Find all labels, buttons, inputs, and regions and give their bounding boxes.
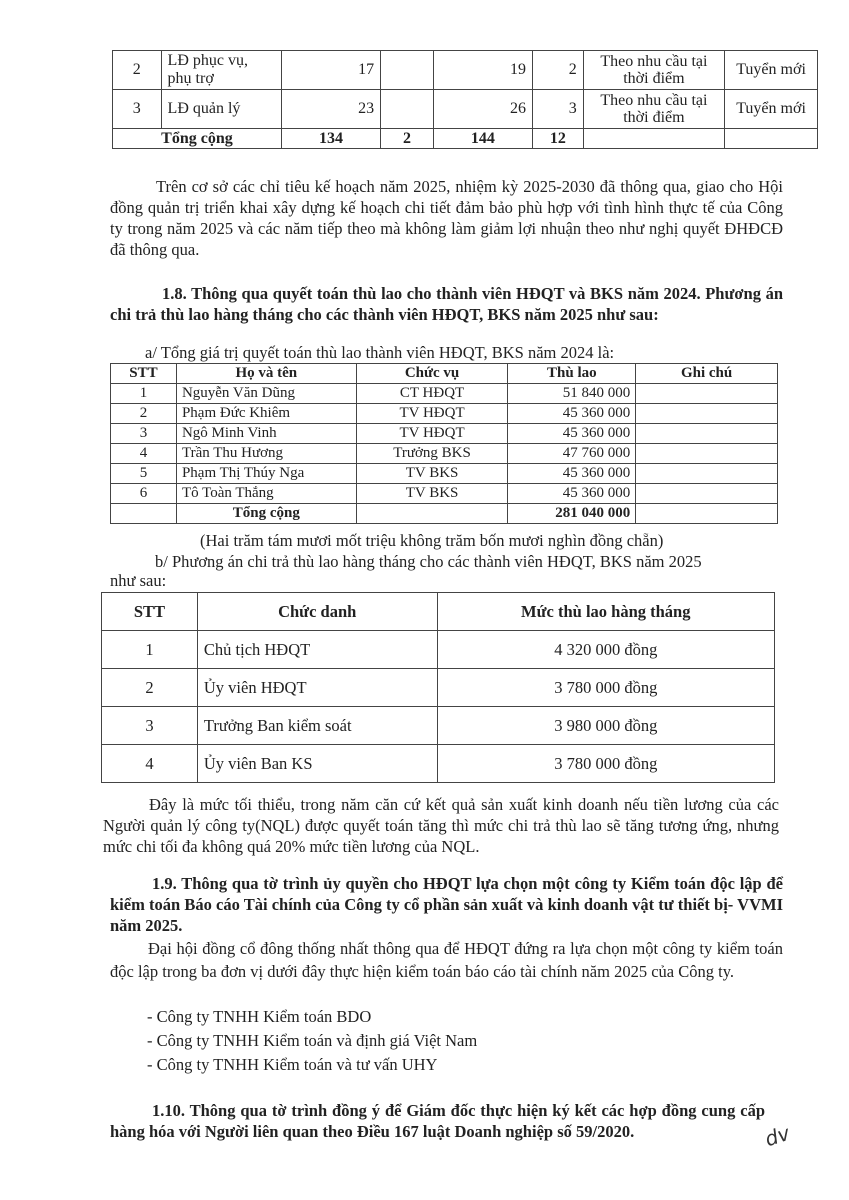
table-row [113,51,818,90]
cell-name: Ngô Minh Vinh [176,424,356,444]
subsection-b: b/ Phương án chi trả thù lao hàng tháng cho các thành viên HĐQT, BKS năm 2025 [155,552,702,571]
cell-role: TV HĐQT [356,424,508,444]
remuneration-table [110,363,778,524]
cell-role: TV BKS [356,484,508,504]
cell-role: CT HĐQT [356,384,508,404]
header-amount: Thù lao [508,364,636,384]
cell-amount: 51 840 000 [508,384,636,404]
subsection-b-cont: như sau: [110,571,167,590]
empty-cell [636,504,778,524]
monthly-remuneration-table [101,592,775,783]
cell-stt: 2 [102,669,198,707]
table-row [102,745,775,783]
total-label: Tổng cộng [176,504,356,524]
cell-note: Theo nhu cầu tại thời điểm [583,90,724,129]
cell-name: Nguyễn Văn Dũng [176,384,356,404]
cell-note [636,444,778,464]
cell-title: Chủ tịch HĐQT [197,631,437,669]
cell-amount: 47 760 000 [508,444,636,464]
cell-value: 17 [281,51,380,90]
total-row [111,504,778,524]
cell-value: 23 [281,90,380,129]
cell-stt: 3 [113,90,162,129]
header-stt: STT [111,364,177,384]
table-row [111,404,778,424]
cell-note [636,464,778,484]
cell-note [636,484,778,504]
cell-note: Theo nhu cầu tại thời điểm [583,51,724,90]
amount-in-words: (Hai trăm tám mươi mốt triệu không trăm bốn mươi nghìn đồng chẵn) [200,531,664,550]
section-1-10-heading: 1.10. Thông qua tờ trình đồng ý để Giám đốc thực hiện ký kết các hợp đồng cung cấp hàng hóa với Người liên quan theo Điều 167 luật Doanh nghiệp số 59/2020. [110,1101,765,1141]
audit-firm-item: - Công ty TNHH Kiểm toán và tư vấn UHY [147,1055,438,1074]
cell-title: Ủy viên HĐQT [197,669,437,707]
empty-cell [111,504,177,524]
plan-paragraph: Trên cơ sở các chỉ tiêu kế hoạch năm 2025, nhiệm kỳ 2025-2030 đã thông qua, giao cho Hội đồng quản trị triển khai xây dựng kế hoạch chi tiết đảm bảo phù hợp với tình hình thực tế của Công ty trong năm 2025 và các năm tiếp theo mà không làm giảm lợi nhuận theo như nghị quyết ĐHĐCĐ đã thông qua. [110,177,783,259]
table-row [111,384,778,404]
table-row [102,669,775,707]
header-stt: STT [102,593,198,631]
table-row [111,424,778,444]
table-row [102,707,775,745]
minimum-paragraph: Đây là mức tối thiểu, trong năm căn cứ kết quả sản xuất kinh doanh nếu tiền lương của các Người quản lý công ty(NQL) được quyết toán tăng thì mức chi trả thù lao sẽ tăng tương ứng, nhưng mức chi tối đa không quá 20% mức tiền lương của NQL. [103,795,779,856]
cell-stt: 4 [111,444,177,464]
cell-amount: 45 360 000 [508,424,636,444]
cell-stt: 1 [111,384,177,404]
total-row [113,129,818,149]
total-value: 12 [533,129,584,149]
header-amount: Mức thù lao hàng tháng [437,593,774,631]
cell-name: LĐ phục vụ, phụ trợ [161,51,281,90]
cell-name: Phạm Đức Khiêm [176,404,356,424]
cell-stt: 4 [102,745,198,783]
cell-title: Trưởng Ban kiểm soát [197,707,437,745]
cell-note [636,404,778,424]
cell-role: TV HĐQT [356,404,508,424]
cell-value: 3 [533,90,584,129]
table-row [102,631,775,669]
subsection-a: a/ Tổng giá trị quyết toán thù lao thành viên HĐQT, BKS năm 2024 là: [145,343,615,362]
table-row [111,444,778,464]
header-note: Ghi chú [636,364,778,384]
cell-role: TV BKS [356,464,508,484]
cell-name: LĐ quản lý [161,90,281,129]
cell-value [381,90,434,129]
cell-value: 2 [533,51,584,90]
section-1-8-heading: 1.8. Thông qua quyết toán thù lao cho thành viên HĐQT và BKS năm 2024. Phương án chi trả thù lao hàng tháng cho các thành viên HĐQT, BKS năm 2025 như sau: [110,284,783,324]
total-value: 144 [433,129,532,149]
cell-stt: 2 [113,51,162,90]
cell-note [636,424,778,444]
cell-stt: 3 [111,424,177,444]
cell-amount: 3 780 000 đồng [437,745,774,783]
cell-amount: 45 360 000 [508,464,636,484]
total-value: 134 [281,129,380,149]
cell-amount: 3 980 000 đồng [437,707,774,745]
cell-stt: 6 [111,484,177,504]
table-row [111,484,778,504]
header-name: Họ và tên [176,364,356,384]
empty-cell [356,504,508,524]
total-value: 2 [381,129,434,149]
cell-action: Tuyển mới [725,51,818,90]
cell-note [636,384,778,404]
cell-name: Phạm Thị Thúy Nga [176,464,356,484]
header-title: Chức danh [197,593,437,631]
cell-amount: 4 320 000 đồng [437,631,774,669]
audit-paragraph: Đại hội đồng cổ đông thống nhất thông qua để HĐQT đứng ra lựa chọn một công ty kiểm toán độc lập trong ba đơn vị dưới đây thực hiện kiểm toán báo cáo tài chính năm 2025 của Công ty. [110,939,783,981]
section-1-9-heading: 1.9. Thông qua tờ trình ủy quyền cho HĐQT lựa chọn một công ty Kiểm toán độc lập để kiểm toán Báo cáo Tài chính của Công ty cổ phần sản xuất và kinh doanh vật tư thiết bị- VVMI năm 2025. [110,874,783,935]
header-role: Chức vụ [356,364,508,384]
cell-value [381,51,434,90]
cell-amount: 3 780 000 đồng [437,669,774,707]
cell-name: Tô Toàn Thắng [176,484,356,504]
cell-role: Trưởng BKS [356,444,508,464]
cell-value: 26 [433,90,532,129]
cell-stt: 2 [111,404,177,424]
cell-name: Trần Thu Hương [176,444,356,464]
staff-table [112,50,818,149]
initial-signature-mark: dv [761,1120,793,1152]
cell-amount: 45 360 000 [508,404,636,424]
total-amount: 281 040 000 [508,504,636,524]
table-row [113,90,818,129]
cell-stt: 3 [102,707,198,745]
total-label: Tổng cộng [113,129,282,149]
table-header [102,593,775,631]
cell-amount: 45 360 000 [508,484,636,504]
empty-cell [725,129,818,149]
table-header [111,364,778,384]
cell-title: Ủy viên Ban KS [197,745,437,783]
cell-action: Tuyển mới [725,90,818,129]
empty-cell [583,129,724,149]
cell-stt: 1 [102,631,198,669]
table-row [111,464,778,484]
audit-firm-item: - Công ty TNHH Kiểm toán và định giá Việt Nam [147,1031,478,1050]
cell-stt: 5 [111,464,177,484]
audit-firm-item: - Công ty TNHH Kiểm toán BDO [147,1007,372,1026]
cell-value: 19 [433,51,532,90]
